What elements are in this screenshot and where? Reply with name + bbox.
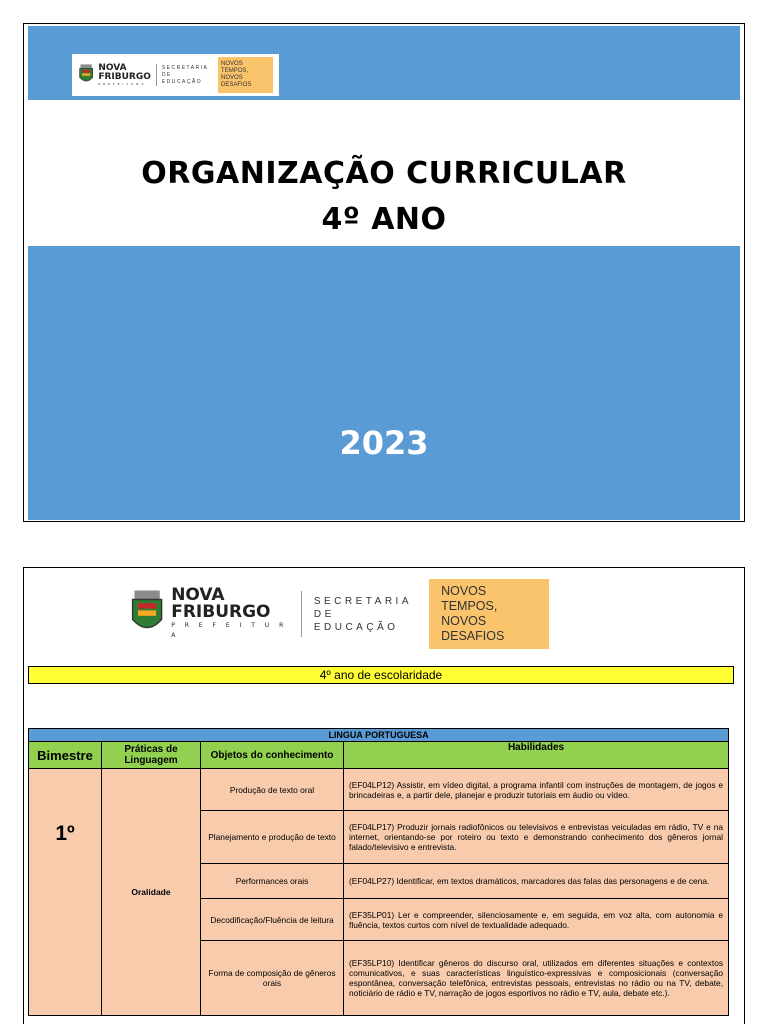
prefeitura-logo-large (129, 586, 549, 642)
habilidade-cell: (EF35LP10) Identificar gêneros do discurso oral, utilizados em diferentes situações e contextos comunicativos, e suas características linguístico-expressivas e composicionais (conversação espontânea, conversação telefônica, entrevistas pessoais, entrevistas no rádio ou na TV, debate, noticiário de rádio e TV, narração de jogos esportivos no rádio e TV, aula, debate etc.). (344, 941, 729, 1016)
header-objetos: Objetos do conhecimento (201, 742, 344, 769)
curriculum-table (28, 728, 729, 1016)
logo-city-name: NOVA FRIBURGO P R E F E I T U R A (98, 62, 151, 86)
objeto-cell: Forma de composição de gêneros orais (201, 941, 344, 1016)
habilidade-cell: (EF04LP17) Produzir jornais radiofônicos ou televisivos e entrevistas veiculadas em rádio, TV e na internet, orientando-se por roteiro ou texto e demonstrando conhecimento dos gêneros jornal falado/televisivo e entrevista. (344, 811, 729, 864)
cover-title: ORGANIZAÇÃO CURRICULAR (141, 156, 627, 191)
cover-page (23, 23, 745, 522)
column-header-row (29, 742, 729, 769)
objeto-cell: Produção de texto oral (201, 769, 344, 811)
logo-divider (156, 64, 157, 86)
logo-secretaria: SECRETARIA DE EDUCAÇÃO (313, 595, 413, 633)
table-row (29, 769, 729, 811)
habilidade-cell: (EF04LP27) Identificar, em textos dramáticos, marcadores das falas das personagens e de cena. (344, 864, 729, 899)
logo-city-name: NOVA FRIBURGO P R E F E I T U R A (171, 585, 288, 639)
prefeitura-logo (72, 54, 279, 96)
logo-slogan-badge: NOVOS TEMPOS, NOVOS DESAFIOS (429, 579, 549, 649)
curriculum-page (23, 567, 745, 1024)
header-habilidades: Habilidades (344, 742, 729, 769)
logo-secretaria: SECRETARIA DE EDUCAÇÃO (161, 64, 209, 85)
pratica-cell: Oralidade (102, 769, 201, 1016)
bimestre-cell: 1º (29, 769, 102, 1016)
habilidade-cell: (EF35LP01) Ler e compreender, silenciosamente e, em seguida, em voz alta, com autonomia e fluência, textos curtos com nível de textualidade adequado. (344, 899, 729, 941)
cover-footer-band (28, 246, 740, 520)
cover-subtitle: 4º ANO (321, 202, 447, 237)
cover-title-area (28, 100, 740, 246)
subject-title: LINGUA PORTUGUESA (29, 729, 729, 742)
objeto-cell: Planejamento e produção de texto (201, 811, 344, 864)
subject-header-row (29, 729, 729, 742)
cover-header-band (28, 26, 740, 100)
objeto-cell: Decodificação/Fluência de leitura (201, 899, 344, 941)
city-crest-icon (78, 63, 94, 87)
grade-label: 4º ano de escolaridade (28, 666, 734, 684)
city-crest-icon (129, 588, 165, 640)
logo-divider (301, 591, 302, 637)
header-praticas: Práticas de Linguagem (102, 742, 201, 769)
cover-year: 2023 (339, 424, 429, 462)
logo-slogan-badge: NOVOS TEMPOS, NOVOS DESAFIOS (218, 57, 273, 93)
habilidade-cell: (EF04LP12) Assistir, em vídeo digital, a programa infantil com instruções de montagem, de jogos e brincadeiras e, a partir dele, planejar e produzir tutoriais em áudio ou vídeo. (344, 769, 729, 811)
objeto-cell: Performances orais (201, 864, 344, 899)
header-bimestre: Bimestre (29, 742, 102, 769)
